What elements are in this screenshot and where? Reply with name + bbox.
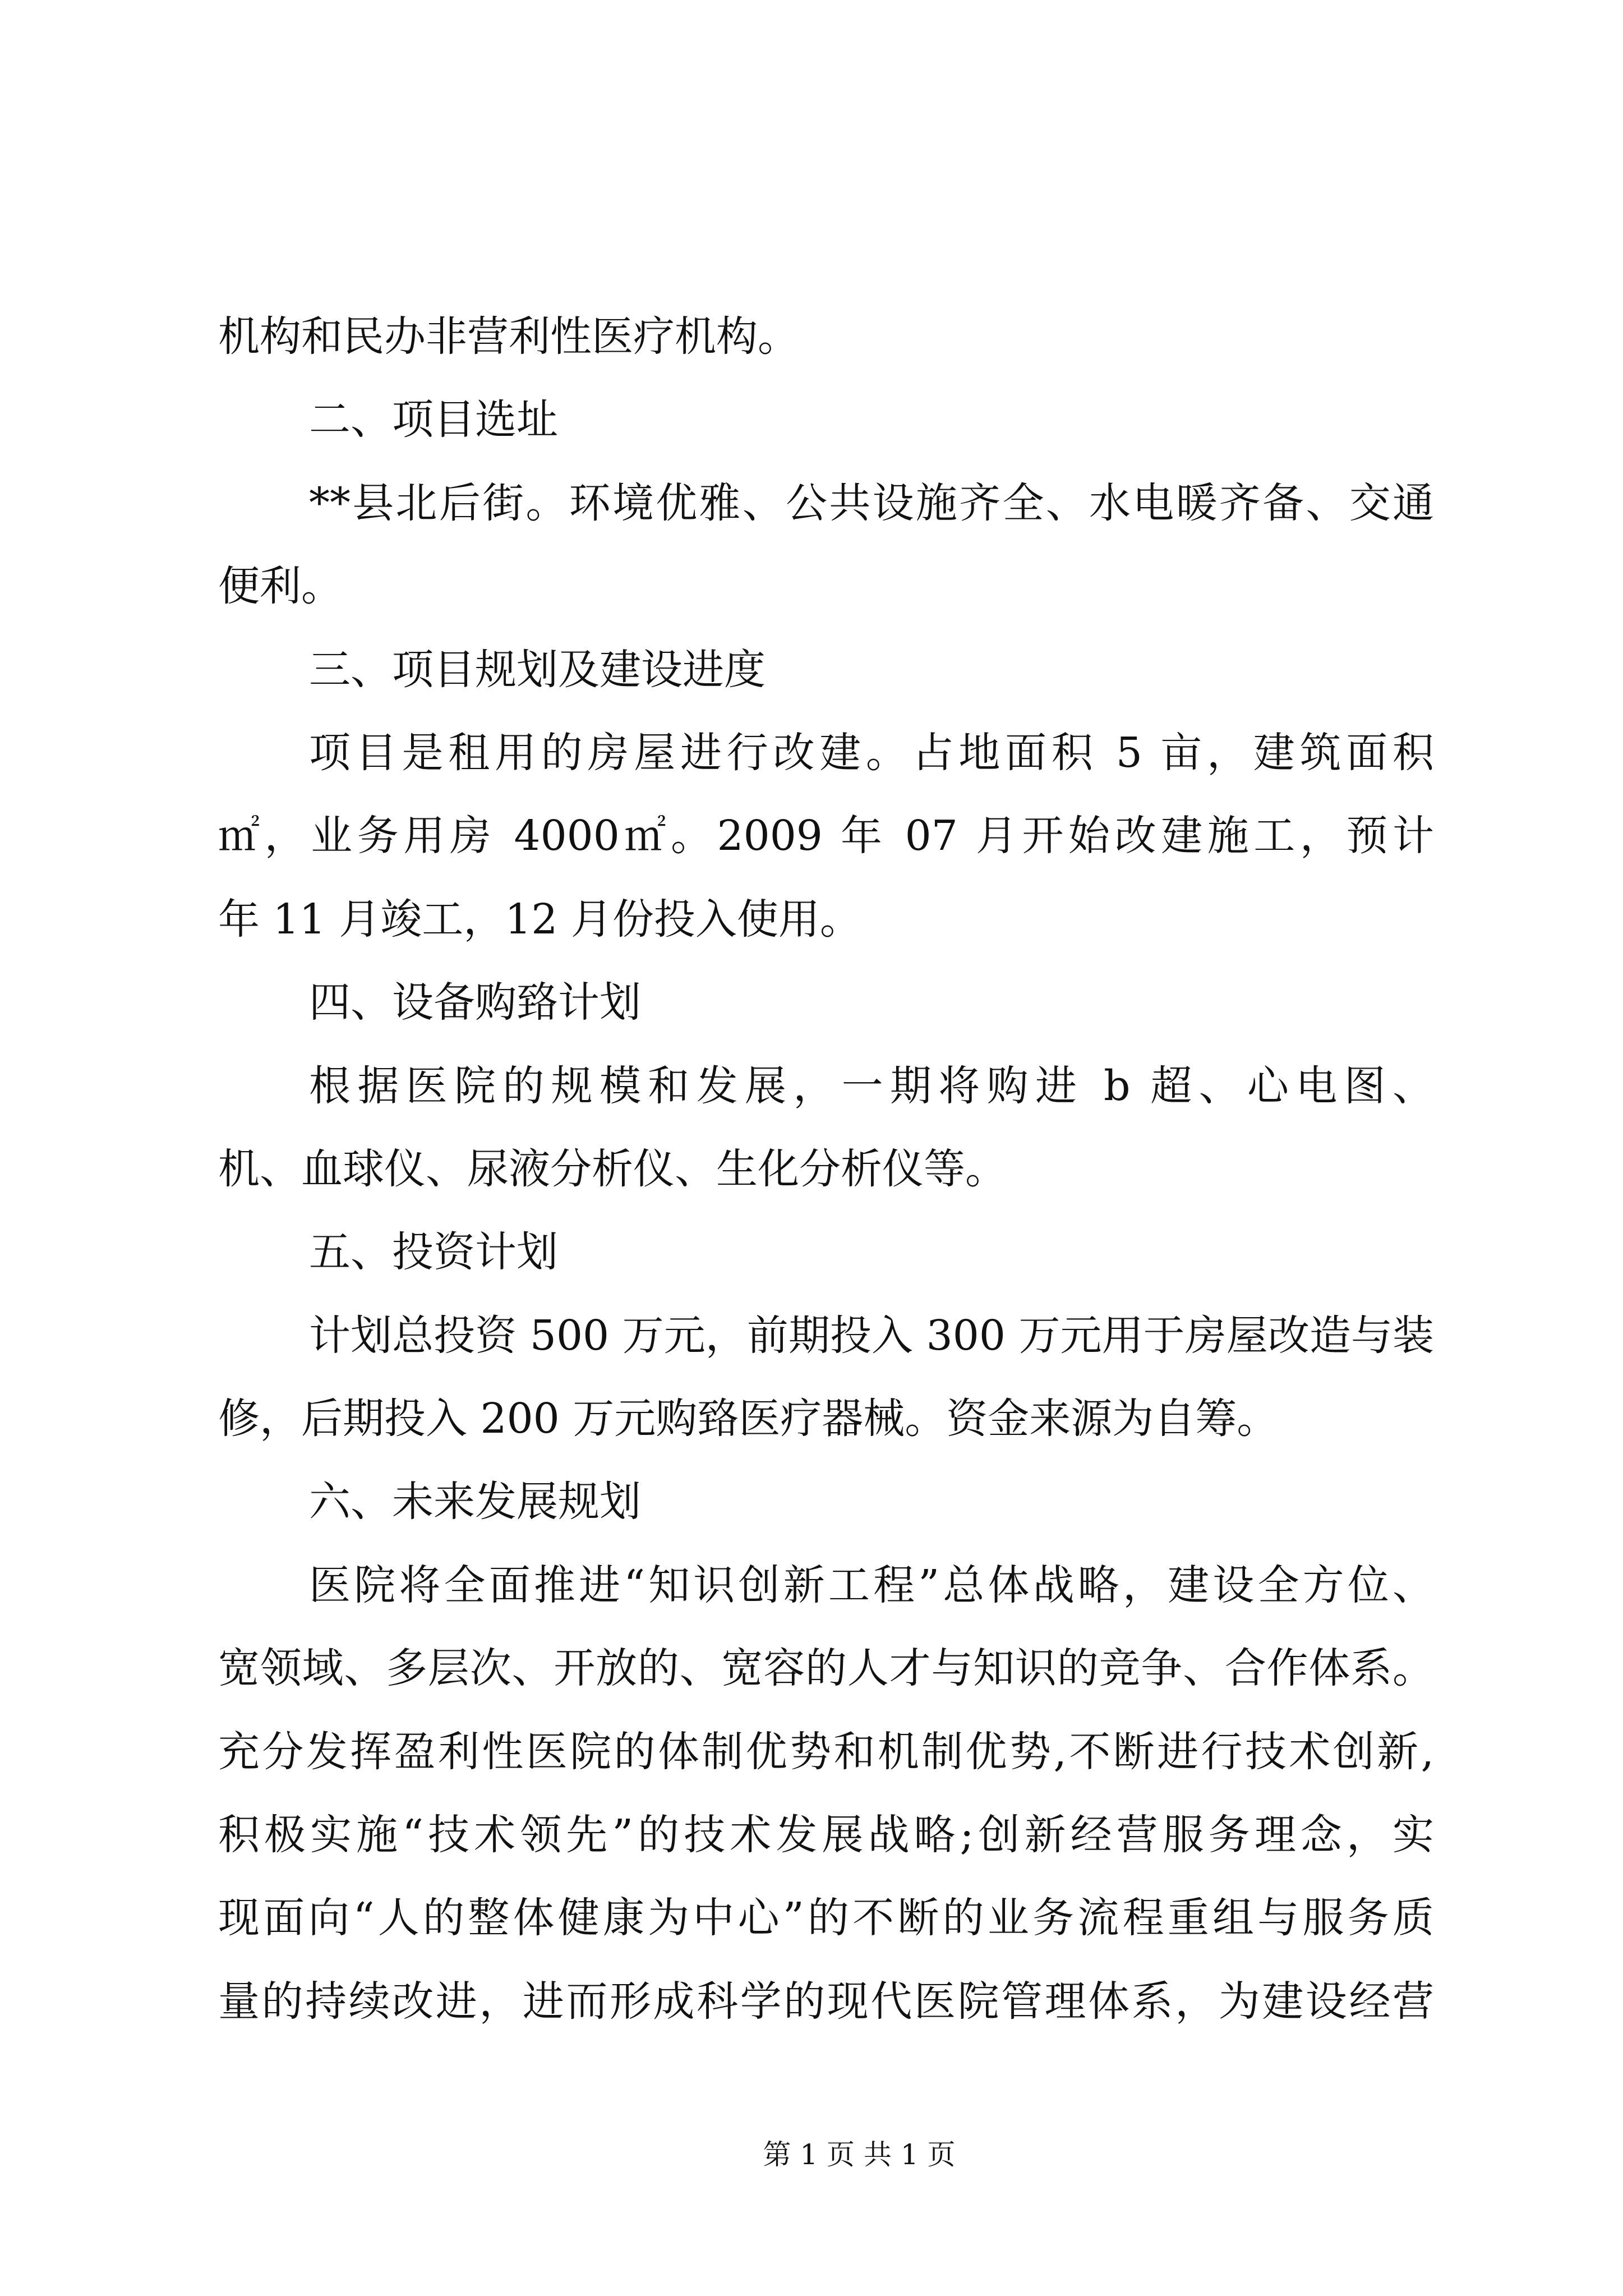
paragraph-line: 修，后期投入 200 万元购臵医疗器械。资金来源为自筹。	[218, 1395, 1279, 1443]
paragraph-line: 现面向“人的整体健康为中心”的不断的业务流程重组与服务质	[218, 1894, 1434, 1943]
page-number-footer: 第 1 页 共 1 页	[763, 2138, 956, 2171]
paragraph-line: 便利。	[218, 562, 343, 611]
paragraph-line: 机构和民办非营利性医疗机构。	[218, 312, 799, 361]
section-heading: 六、未来发展规划	[309, 1478, 641, 1526]
paragraph-line: 年 11 月竣工，12 月份投入使用。	[218, 895, 861, 944]
section-heading: 五、投资计划	[309, 1228, 558, 1277]
paragraph-line: ㎡，业务用房 4000㎡。2009 年 07 月开始改建施工，预计	[218, 812, 1434, 861]
paragraph-line: 医院将全面推进“知识创新工程”总体战略，建设全方位、	[309, 1561, 1434, 1609]
section-heading: 四、设备购臵计划	[309, 978, 641, 1027]
section-heading: 三、项目规划及建设进度	[309, 645, 766, 694]
paragraph-line: 量的持续改进，进而形成科学的现代医院管理体系，为建设经营	[218, 1977, 1434, 2026]
paragraph-line: **县北后街。环境优雅、公共设施齐全、水电暖齐备、交通	[309, 478, 1434, 527]
paragraph-line: 项目是租用的房屋进行改建。占地面积 5 亩，建筑面积	[309, 728, 1434, 777]
paragraph-line: 充分发挥盈利性医院的体制优势和机制优势,不断进行技术创新,	[218, 1727, 1434, 1776]
paragraph-line: 积极实施“技术领先”的技术发展战略;创新经营服务理念，实	[218, 1811, 1434, 1860]
document-body	[218, 295, 1434, 2043]
paragraph-line: 计划总投资 500 万元，前期投入 300 万元用于房屋改造与装	[309, 1311, 1434, 1360]
paragraph-line: 根据医院的规模和发展，一期将购进 b 超、心电图、	[309, 1061, 1434, 1110]
paragraph-line: 宽领域、多层次、开放的、宽容的人才与知识的竞争、合作体系。	[218, 1644, 1434, 1693]
section-heading: 二、项目选址	[309, 395, 558, 444]
paragraph-line: 机、血球仪、尿液分析仪、生化分析仪等。	[218, 1144, 1007, 1193]
